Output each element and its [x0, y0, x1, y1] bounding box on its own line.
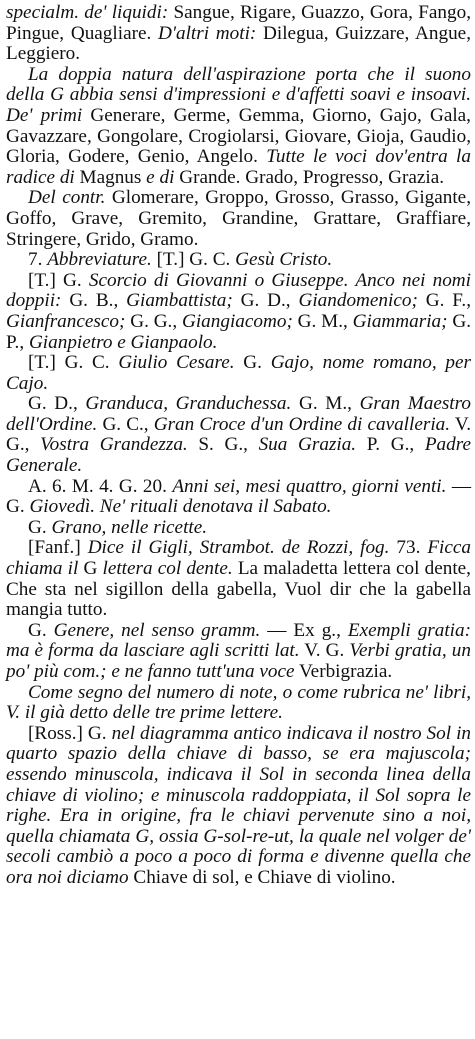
- entry-paragraph: [6, 250, 471, 271]
- italic-text-run: Giammaria;: [352, 310, 448, 332]
- roman-text-run: G. G.,: [125, 310, 182, 332]
- roman-text-run: Glomerare, Groppo, Grosso, Grasso, Gigante, Goffo, Grave, Gremito, Grandine, Grattare, Graffiare, Stringere, Grido, Gramo.: [6, 187, 471, 250]
- roman-text-run: La maladetta lettera col dente, Che sta nel sigillon della gabella, Vuol dir che la gabella mangia tutto.: [6, 558, 471, 621]
- italic-text-run: lettera col dente.: [102, 558, 233, 580]
- roman-text-run: G. P.,: [6, 310, 472, 353]
- roman-text-run: G. B.,: [61, 290, 127, 312]
- italic-text-run: Giambattista;: [126, 290, 233, 312]
- italic-text-run: Giovedì. Ne' rituali denotava il Sabato.: [29, 496, 332, 518]
- roman-text-run: — G.: [6, 475, 472, 518]
- entry-paragraph: [6, 353, 471, 394]
- entry-text-body: [6, 3, 471, 889]
- roman-text-run: A. 6. M. 4. G. 20.: [28, 475, 173, 497]
- italic-text-run: nel diagramma antico indicava il nostro Sol in quarto spazio della chiave di basso, se era majuscola; essendo minuscola, indicava il Sol in seconda linea della chiave di violino; e minuscola raddoppiata, il Sol sopra le righe. Era in origine, fra le chiavi pervenute sino a noi, quella chiamata G, ossia G-sol-re-ut, la quale nel volger de' secoli cambiò a poco a poco di forma e divenne quella che ora noi diciamo: [6, 722, 472, 888]
- entry-paragraph: [6, 621, 471, 683]
- roman-text-run: [T.] G.: [28, 269, 89, 291]
- roman-text-run: Verbigrazia.: [294, 661, 393, 682]
- entry-paragraph: [6, 65, 471, 189]
- italic-text-run: Gran Maestro dell'Ordine.: [6, 393, 471, 435]
- entry-paragraph: [6, 188, 471, 250]
- roman-text-run: G: [78, 558, 103, 580]
- roman-text-run: Sangue, Rigare, Guazzo, Gora, Fango, Pingue, Quagliare.: [6, 2, 471, 44]
- italic-text-run: Grano, nelle ricette.: [51, 516, 208, 538]
- italic-text-run: D'altri moti:: [158, 22, 257, 44]
- roman-text-run: G. M.,: [292, 310, 353, 332]
- entry-paragraph: [6, 518, 471, 539]
- italic-text-run: Ficca chiama il: [6, 537, 472, 580]
- italic-text-run: Gianfrancesco;: [6, 310, 126, 332]
- roman-text-run: [T.] G. C.: [151, 249, 236, 271]
- roman-text-run: G.: [28, 619, 54, 641]
- italic-text-run: Exempli gratia: ma è forma da lasciare agli scritti lat.: [6, 619, 471, 662]
- roman-text-run: G. F.,: [417, 290, 471, 312]
- italic-text-run: Giulio Cesare.: [118, 352, 235, 374]
- entry-paragraph: [6, 538, 471, 620]
- roman-text-run: G. C.,: [97, 413, 154, 435]
- roman-text-run: G. D.,: [28, 393, 86, 415]
- italic-text-run: Abbreviature.: [47, 249, 152, 271]
- italic-text-run: Giandomenico;: [298, 290, 418, 312]
- roman-text-run: Magnus: [74, 166, 147, 188]
- roman-text-run: Chiave di sol, e Chiave di violino.: [128, 866, 396, 888]
- italic-text-run: La doppia natura dell'aspirazione porta che il suono della G abbia sensi d'impressioni e d'affetti soavi e insoavi. De' primi: [6, 63, 471, 126]
- roman-text-run: V. G.,: [6, 413, 472, 456]
- italic-text-run: e di: [146, 166, 175, 188]
- italic-text-run: Dice il Gigli, Strambot. de Rozzi, fog.: [87, 537, 390, 559]
- italic-text-run: Genere, nel senso gramm.: [53, 619, 261, 641]
- italic-text-run: Padre Generale.: [6, 434, 472, 477]
- italic-text-run: Granduca, Granduchessa.: [85, 393, 292, 415]
- italic-text-run: Giangiacomo;: [181, 310, 293, 332]
- italic-text-run: Come segno del numero di note, o come rubrica ne' libri, V. il già detto delle tre prime lettere.: [6, 681, 471, 724]
- entry-paragraph: [6, 271, 471, 353]
- italic-text-run: Scorcio di Giovanni o Giuseppe. Anco nei nomi doppii:: [6, 269, 471, 312]
- italic-text-run: Gajo, nome romano, per Cajo.: [6, 352, 472, 394]
- entry-paragraph: [6, 394, 471, 476]
- italic-text-run: Gran Croce d'un Ordine di cavalleria.: [153, 413, 451, 435]
- entry-paragraph: [6, 3, 471, 65]
- entry-paragraph: [6, 683, 471, 724]
- italic-text-run: Sua Grazia.: [258, 434, 357, 456]
- italic-text-run: Del contr.: [28, 187, 106, 209]
- roman-text-run: Generare, Germe, Gemma, Giorno, Gajo, Gala, Gavazzare, Gongolare, Crogiolarsi, Giovare, Gioja, Gaudio, Gloria, Godere, Genio, Angelo.: [6, 104, 471, 168]
- roman-text-run: V. G.: [299, 640, 350, 662]
- italic-text-run: Gesù Cristo.: [235, 249, 333, 271]
- roman-text-run: 7.: [28, 249, 48, 271]
- roman-text-run: G.: [28, 516, 52, 538]
- roman-text-run: S. G.,: [187, 434, 259, 456]
- roman-text-run: — Ex g.,: [260, 619, 348, 641]
- italic-text-run: Verbi gratia, un po' più com.; e ne fanno tutt'una voce: [6, 640, 471, 682]
- roman-text-run: G. D.,: [232, 290, 299, 312]
- entry-paragraph: [6, 477, 471, 518]
- roman-text-run: G. M.,: [291, 393, 360, 415]
- roman-text-run: Grande. Grado, Progresso, Grazia.: [174, 166, 445, 188]
- roman-text-run: [Ross.] G.: [28, 722, 112, 744]
- italic-text-run: Anni sei, mesi quattro, giorni venti.: [172, 475, 447, 497]
- italic-text-run: specialm. de' liquidi:: [6, 2, 169, 23]
- roman-text-run: Dilegua, Guizzare, Angue, Leggiero.: [6, 22, 471, 65]
- roman-text-run: G.: [234, 352, 271, 374]
- italic-text-run: Vostra Grandezza.: [40, 434, 188, 456]
- roman-text-run: [T.] G. C.: [28, 352, 119, 374]
- entry-paragraph: [6, 724, 471, 889]
- roman-text-run: [Fanf.]: [28, 537, 88, 559]
- italic-text-run: Tutte le voci dov'entra la radice di: [6, 146, 471, 188]
- roman-text-run: 73.: [389, 537, 428, 559]
- italic-text-run: Gianpietro e Gianpaolo.: [28, 331, 218, 353]
- roman-text-run: P. G.,: [356, 434, 425, 456]
